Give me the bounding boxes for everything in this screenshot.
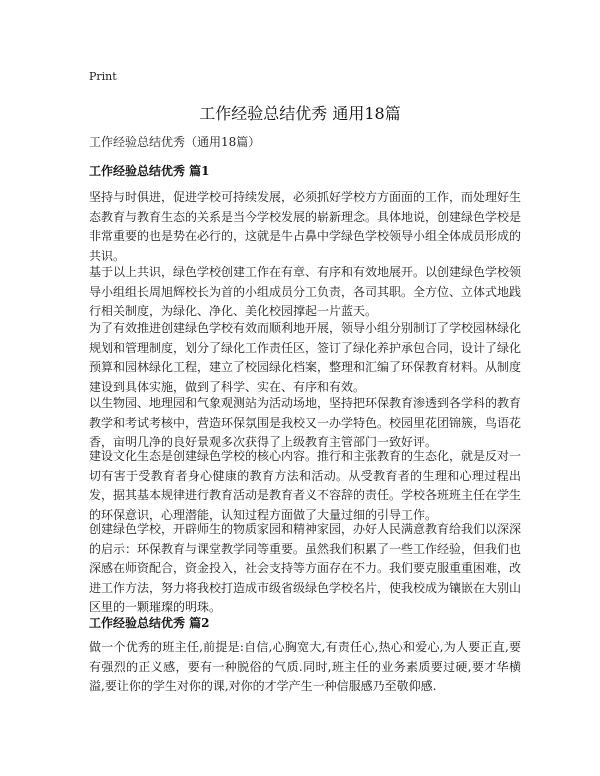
paragraph: 坚持与时俱进，促进学校可持续发展，必须抓好学校方方面面的工作，而处理好生态教育与教育生态的关系是当今学校发展的崭新理念。具体地说，创建绿色学校是非常重要的也是势在必行的，这就是牛占鼻中学绿色学校领导小组全体成员形成的共识。 [89,190,522,263]
print-link[interactable]: Print [89,70,117,83]
paragraph: 为了有效推进创建绿色学校有效而顺利地开展，领导小组分别制订了学校园林绿化规划和管理制度，划分了绿化工作责任区，签订了绿化养护承包合同，设计了绿化预算和园林绿化工程，建立了校园绿化档案，整理和汇编了环保教育材料。从制度建设到具体实施，做到了科学、实在、有序和有效。 [89,321,522,394]
section-heading: 工作经验总结优秀 篇1 [89,164,210,178]
paragraph: 做一个优秀的班主任,前提是:自信,心胸宽大,有责任心,热心和爱心,为人要正直,要有强烈的正义感，要有一种脱俗的气质.同时,班主任的业务素质要过硬,要才华横溢,要让你的学生对你的课,对你的才学产生一种信服感乃至敬仰感. [89,640,521,693]
page-title: 工作经验总结优秀 通用18篇 [199,104,401,123]
document-subtitle: 工作经验总结优秀（通用18篇） [89,135,261,149]
paragraph: 创建绿色学校，开辟师生的物质家园和精神家园，办好人民满意教育给我们以深深的启示：环保教育与课堂教学同等重要。虽然我们积累了一些工作经验，但我们也深感在师资配合，资金投入，社会支持等方面存在不力。我们要克服重重困难，改进工作方法，努力将我校打造成市级省级绿色学校名片，使我校成为镶嵌在大别山区里的一颗璀璨的明珠。 [89,522,522,614]
paragraph: 以生物园、地理园和气象观测站为活动场地，坚持把环保教育渗透到各学科的教育教学和考试考核中，营造环保氛围是我校又一办学特色。校园里花团锦簇，鸟语花香，亩明几净的良好景观多次获得了上级教育主管部门一致好评。 [89,396,522,449]
paragraph: 建设文化生态是创建绿色学校的核心内容。推行和主张教育的生态化，就是反对一切有害于受教育者身心健康的教育方法和活动。从受教育者的生理和心理过程出发，据其基本规律进行教育活动是教育者义不容辞的责任。学校各班班主任在学生的环保意识，心理潜能，认知过程方面做了大量过细的引导工作。 [89,449,522,522]
paragraph: 基于以上共识，绿色学校创建工作在有章、有序和有效地展开。以创建绿色学校领导小组组长周旭辉校长为首的小组成员分工负责，各司其职。全方位、立体式地践行相关制度，为绿化、净化、美化校园撑起一片蓝天。 [89,265,522,318]
section-heading: 工作经验总结优秀 篇2 [89,616,210,630]
